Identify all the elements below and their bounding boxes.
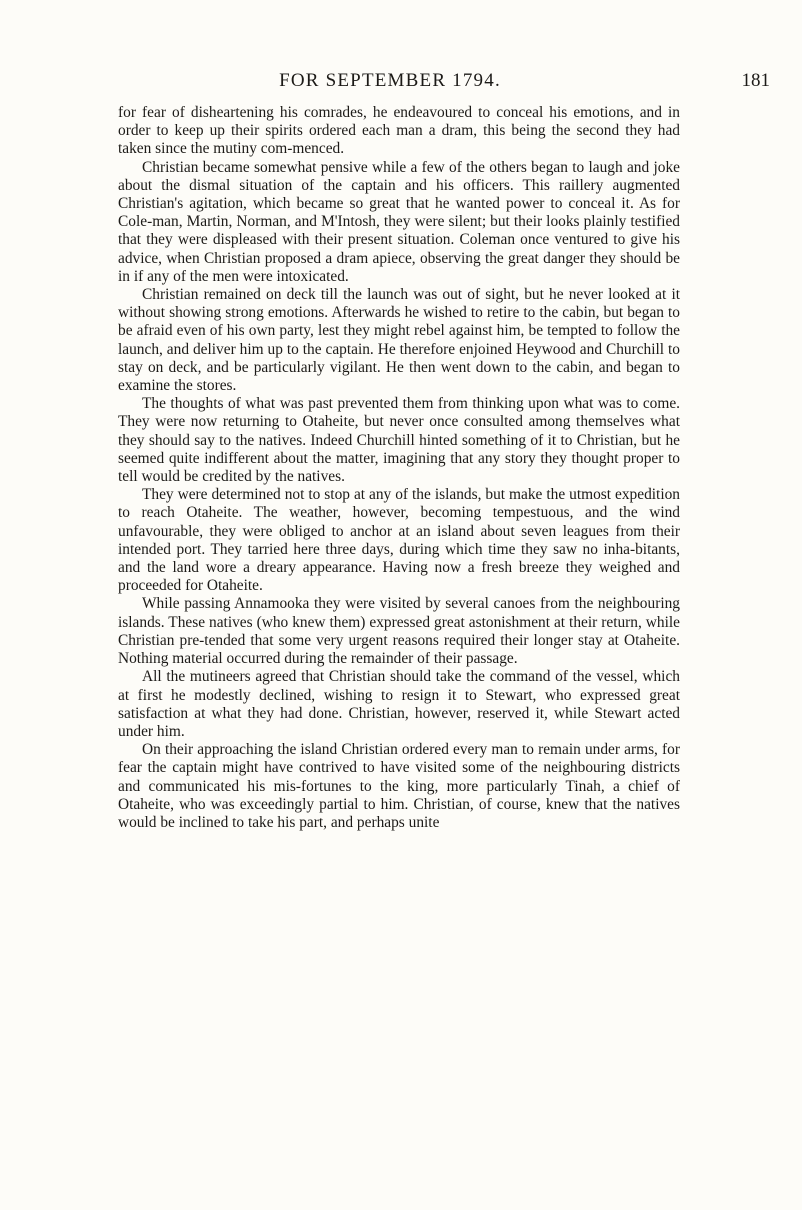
paragraph-6: While passing Annamooka they were visited by several canoes from the neighbouring islands. These natives (who knew them) expressed great astonishment at their return, while Christian pre-tended that some very urgent reasons required their longer stay at Otaheite. Nothing material occurred during the remainder of their passage. (118, 595, 680, 668)
paragraph-4: The thoughts of what was past prevented them from thinking upon what was to come. They were now returning to Otaheite, but never once consulted among themselves what they should say to the natives. Indeed Churchill hinted something of it to Christian, but he seemed quite indifferent about the matter, imagining that any story they thought proper to tell would be credited by the natives. (118, 395, 680, 486)
paragraph-2: Christian became somewhat pensive while a few of the others began to laugh and joke about the dismal situation of the captain and his officers. This raillery augmented Christian's agitation, which became so great that he wanted power to conceal it. As for Cole-man, Martin, Norman, and M'Intosh, they were silent; but their looks plainly testified that they were displeased with their present situation. Coleman once ventured to give his advice, when Christian proposed a dram apiece, observing the great danger they should be in if any of the men were intoxicated. (118, 158, 680, 285)
running-title: FOR SEPTEMBER 1794. (279, 70, 501, 91)
paragraph-1: for fear of disheartening his comrades, he endeavoured to conceal his emotions, and in order to keep up their spirits ordered each man a dram, this being the second they had taken since the mutiny com-menced. (118, 104, 680, 158)
paragraph-8: On their approaching the island Christian ordered every man to remain under arms, for fear the captain might have contrived to have visited some of the neighbouring districts and communicated his mis-fortunes to the king, more particularly Tinah, a chief of Otaheite, who was exceedingly partial to him. Christian, of course, knew that the natives would be inclined to take his part, and perhaps unite (118, 741, 680, 831)
paragraph-3: Christian remained on deck till the launch was out of sight, but he never looked at it without showing strong emotions. Afterwards he wished to retire to the cabin, but began to be afraid even of his own party, lest they might rebel against him, be tempted to follow the launch, and deliver him up to the captain. He therefore enjoined Heywood and Churchill to stay on deck, and be particularly vigilant. He then went down to the cabin, and began to examine the stores. (118, 286, 680, 395)
running-head (118, 70, 770, 96)
paragraph-5: They were determined not to stop at any of the islands, but make the utmost expedition to reach Otaheite. The weather, however, becoming tempestuous, and the wind unfavourable, they were obliged to anchor at an island about seven leagues from their intended port. They tarried here three days, during which time they saw no inha-bitants, and the land wore a dreary appearance. Having now a fresh breeze they weighed and proceeded for Otaheite. (118, 486, 680, 595)
page-number: 181 (741, 70, 770, 91)
paragraph-7: All the mutineers agreed that Christian should take the command of the vessel, which at first he modestly declined, wishing to resign it to Stewart, who expressed great satisfaction at what they had done. Christian, however, reserved it, while Stewart acted under him. (118, 668, 680, 740)
body-text (118, 104, 680, 832)
